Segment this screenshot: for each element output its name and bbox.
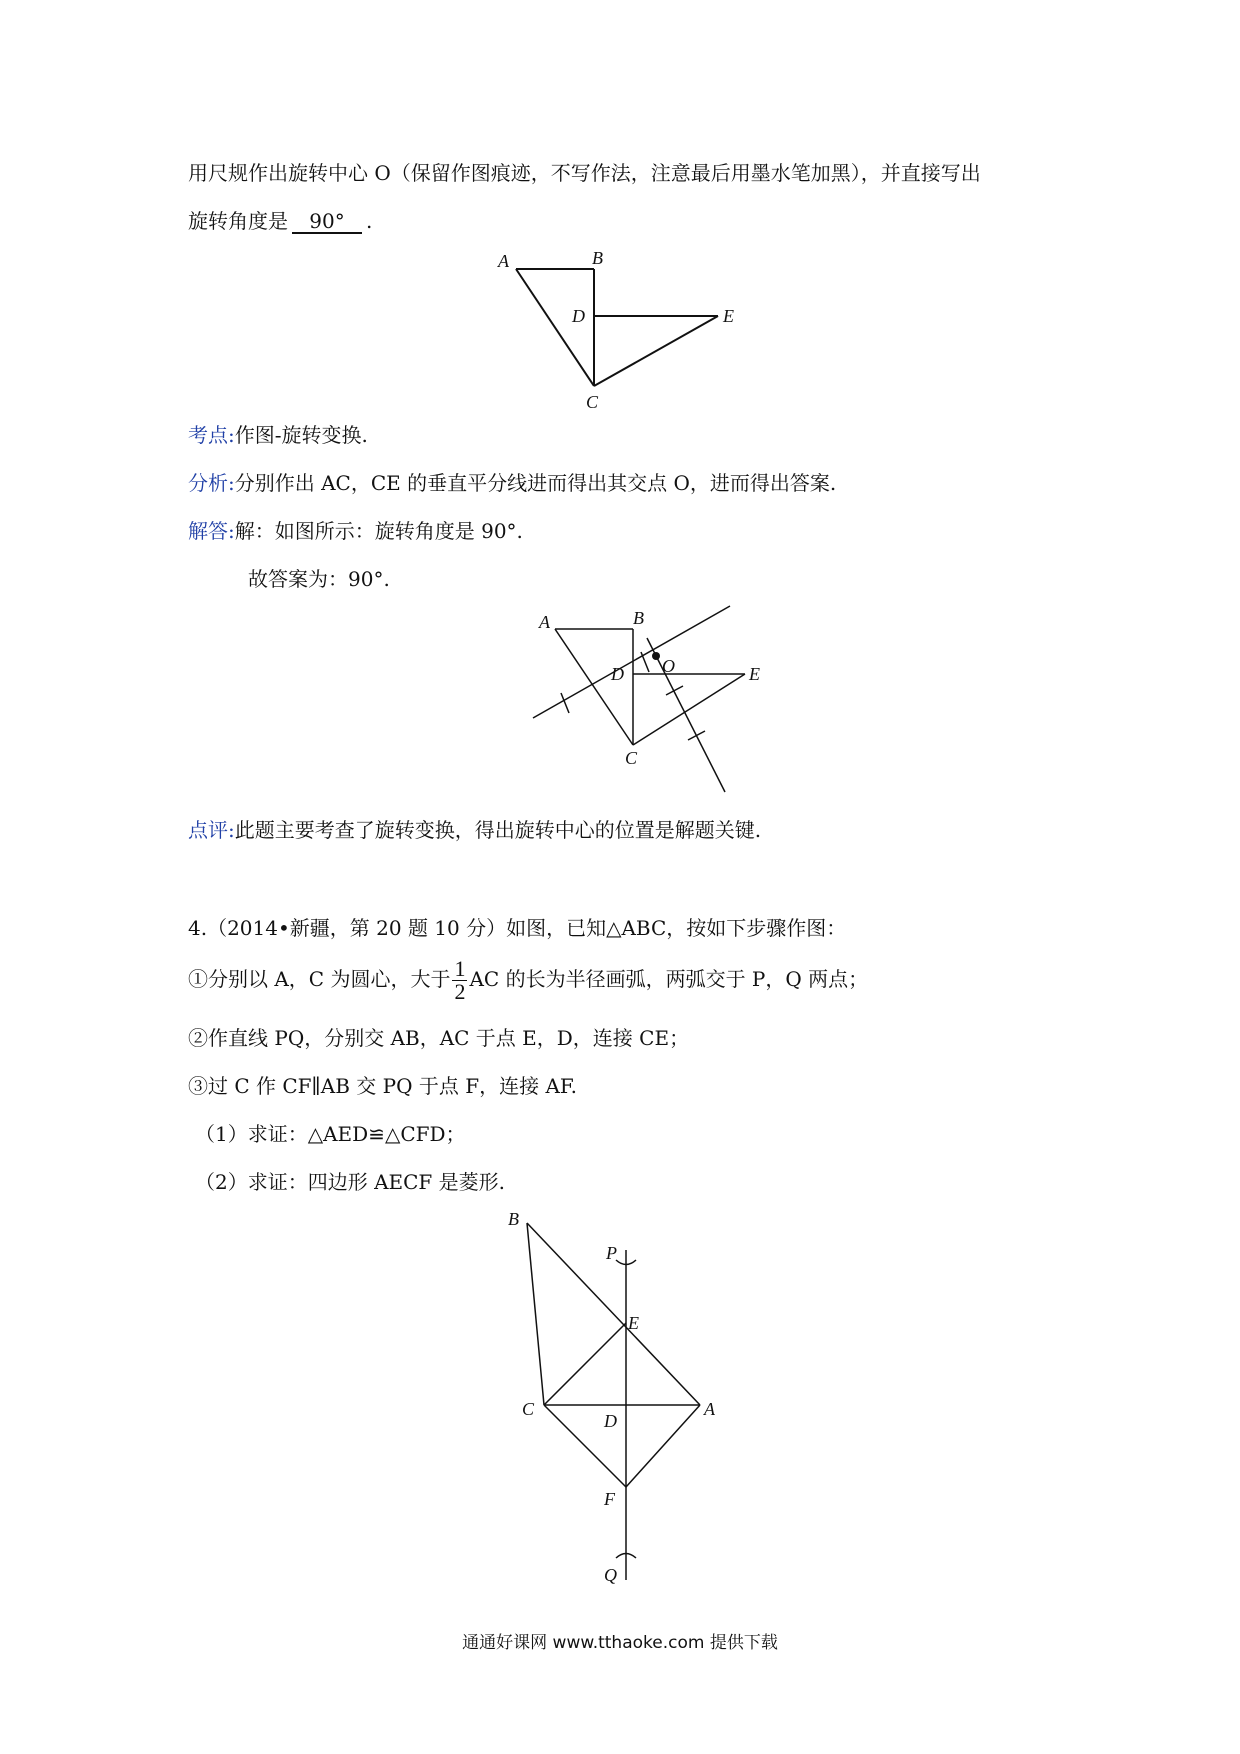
q4-part2: （2）求证：四边形 AECF 是菱形.	[195, 1170, 506, 1194]
dianping-text: 此题主要考查了旋转变换，得出旋转中心的位置是解题关键.	[234, 818, 762, 842]
kaodian-line	[188, 420, 368, 450]
q4-header: 4.（2014•新疆，第 20 题 10 分）如图，已知△ABC，按如下步骤作图：	[188, 916, 847, 940]
fig1-label-a: A	[498, 251, 509, 271]
fig3-label-a: A	[704, 1399, 715, 1419]
dianping-line	[188, 815, 761, 845]
fig1-label-b: B	[592, 248, 603, 268]
answer-blank: 90°	[292, 210, 362, 234]
fig1-label-d: D	[572, 306, 585, 326]
q4-step3: ③过 C 作 CF∥AB 交 PQ 于点 F，连接 AF.	[188, 1074, 578, 1098]
figure-rhombus	[500, 1205, 750, 1585]
answer-line: 故答案为：90°.	[248, 567, 390, 591]
question-prefix: 旋转角度是	[188, 209, 288, 233]
fenxi-line	[188, 468, 836, 498]
fraction-one-half	[452, 958, 467, 1003]
kaodian-label: 考点:	[188, 423, 235, 447]
fig3-label-b: B	[508, 1209, 519, 1229]
question-line-2	[188, 206, 372, 236]
fig2-label-c: C	[625, 748, 638, 768]
figure-rotation-original	[490, 240, 750, 420]
fenxi-text: 分别作出 AC，CE 的垂直平分线进而得出其交点 O，进而得出答案.	[234, 471, 837, 495]
fig3-label-e: E	[628, 1313, 639, 1333]
fig2-label-b: B	[633, 608, 644, 628]
dianping-label: 点评:	[188, 818, 235, 842]
q4-step2: ②作直线 PQ，分别交 AB，AC 于点 E，D，连接 CE；	[188, 1026, 690, 1050]
step1-suffix: AC 的长为半径画弧，两弧交于 P，Q 两点；	[469, 967, 869, 991]
q4-part1: （1）求证：△AED≌△CFD；	[195, 1122, 466, 1146]
fig3-label-f: F	[604, 1489, 615, 1509]
step1-prefix: ①分别以 A，C 为圆心，大于	[188, 967, 451, 991]
fig2-label-d: D	[611, 664, 624, 684]
question-suffix: .	[366, 209, 373, 233]
fig2-label-a: A	[539, 612, 550, 632]
figure-rotation-solution	[525, 600, 760, 800]
fig3-label-q: Q	[604, 1565, 617, 1585]
q4-step1	[188, 956, 868, 1003]
fig3-label-p: P	[606, 1243, 617, 1263]
fig3-label-c: C	[522, 1399, 535, 1419]
fig1-label-e: E	[723, 306, 734, 326]
jieda-label: 解答:	[188, 519, 235, 543]
question-line-1: 用尺规作出旋转中心 O（保留作图痕迹，不写作法，注意最后用墨水笔加黑），并直接写出	[188, 161, 981, 185]
fig1-label-c: C	[586, 392, 599, 412]
fraction-numerator: 1	[454, 956, 466, 981]
kaodian-text: 作图-旋转变换.	[234, 423, 368, 447]
page-footer: 通通好课网 www.tthaoke.com 提供下载	[462, 1633, 778, 1653]
fenxi-label: 分析:	[188, 471, 235, 495]
jieda-text: 解：如图所示：旋转角度是 90°.	[234, 519, 523, 543]
fraction-denominator: 2	[454, 979, 466, 1004]
fig2-label-e: E	[749, 664, 760, 684]
jieda-line	[188, 516, 523, 546]
center-point-o	[652, 652, 660, 660]
fig2-label-o: O	[662, 656, 675, 676]
fig3-label-d: D	[604, 1411, 617, 1431]
